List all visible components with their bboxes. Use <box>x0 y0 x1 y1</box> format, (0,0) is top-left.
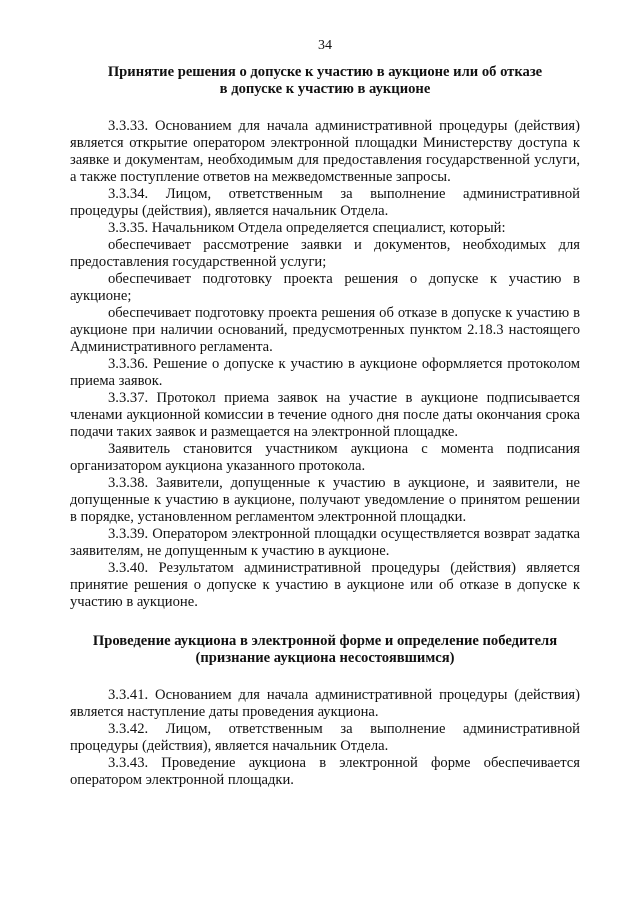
paragraph-3-3-41: 3.3.41. Основанием для начала административной процедуры (действия) является наступление даты проведения аукциона. <box>70 687 580 720</box>
paragraph-3-3-39: 3.3.39. Оператором электронной площадки осуществляется возврат задатка заявителям, не допущенным к участию в аукционе. <box>70 526 580 559</box>
paragraph-3-3-36: 3.3.36. Решение о допуске к участию в аукционе оформляется протоколом приема заявок. <box>70 356 580 389</box>
paragraph-duty-admission-draft: обеспечивает подготовку проекта решения о допуске к участию в аукционе; <box>70 271 580 304</box>
section-title-line: Принятие решения о допуске к участию в аукционе или об отказе <box>107 64 543 80</box>
section-title-line: (признание аукциона несостоявшимся) <box>195 650 455 666</box>
paragraph-3-3-34: 3.3.34. Лицом, ответственным за выполнение административной процедуры (действия), является начальник Отдела. <box>70 186 580 219</box>
document-page <box>70 38 580 789</box>
paragraph-3-3-33: 3.3.33. Основанием для начала административной процедуры (действия) является открытие оператором электронной площадки Министерству доступа к заявке и документам, необходимым для предоставления государственной услуги, а также поступление ответов на межведомственные запросы. <box>70 118 580 185</box>
paragraph-3-3-38: 3.3.38. Заявители, допущенные к участию в аукционе, и заявители, не допущенные к участию в аукционе, получают уведомление о принятом решении в порядке, установленном регламентом электронной площадки. <box>70 475 580 525</box>
paragraph-3-3-35: 3.3.35. Начальником Отдела определяется специалист, который: <box>108 220 506 236</box>
section-title-line: в допуске к участию в аукционе <box>219 81 431 97</box>
section-title-auction <box>70 633 580 667</box>
section-title-line: Проведение аукциона в электронной форме и определение победителя <box>92 633 558 649</box>
paragraph-applicant-status: Заявитель становится участником аукциона с момента подписания организатором аукциона указанного протокола. <box>70 441 580 474</box>
section-body-admission <box>70 118 580 611</box>
section-body-auction <box>70 687 580 789</box>
paragraph-3-3-40: 3.3.40. Результатом административной процедуры (действия) является принятие решения о допуске к участию в аукционе или об отказе в допуске к участию в аукционе. <box>70 560 580 610</box>
paragraph-3-3-43: 3.3.43. Проведение аукциона в электронной форме обеспечивается оператором электронной площадки. <box>70 755 580 788</box>
section-title-admission <box>70 64 580 98</box>
paragraph-3-3-37: 3.3.37. Протокол приема заявок на участие в аукционе подписывается членами аукционной комиссии в течение одного дня после даты окончания срока подачи таких заявок и размещается на электронной площадке. <box>70 390 580 440</box>
paragraph-duty-refusal-draft: обеспечивает подготовку проекта решения об отказе в допуске к участию в аукционе при наличии оснований, предусмотренных пунктом 2.18.3 настоящего Административного регламента. <box>70 305 580 355</box>
paragraph-3-3-42: 3.3.42. Лицом, ответственным за выполнение административной процедуры (действия), является начальник Отдела. <box>70 721 580 754</box>
paragraph-duty-review: обеспечивает рассмотрение заявки и документов, необходимых для предоставления государственной услуги; <box>70 237 580 270</box>
page-number: 34 <box>318 38 332 53</box>
